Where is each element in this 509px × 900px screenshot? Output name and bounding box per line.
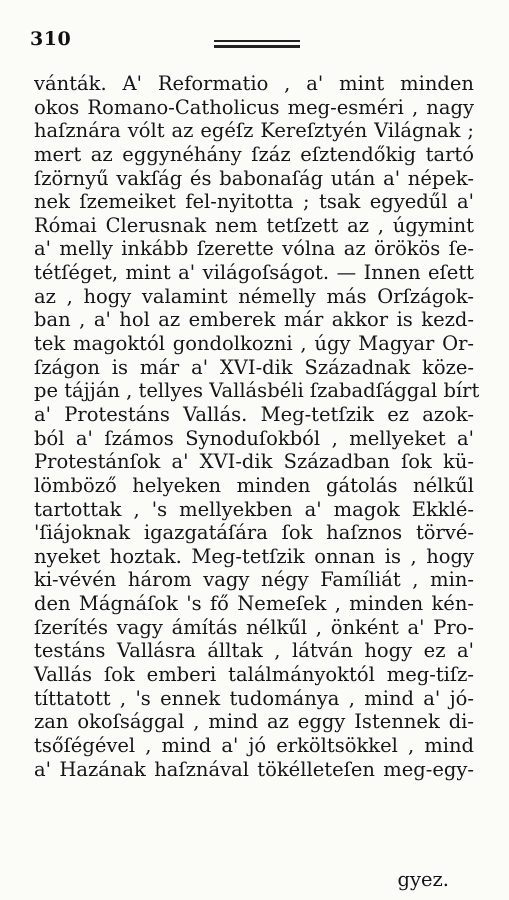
text-line: tétſéget, mint a' világoſságot. — Innen eſett	[34, 261, 474, 285]
text-line: a' Protestáns Vallás. Meg-tetſzik ez azok-	[34, 402, 474, 426]
text-line: a' melly inkább ſzerette vólna az örökös ſe-	[34, 237, 474, 261]
text-line: vánták. A' Reformatio , a' mint minden	[34, 72, 474, 95]
catchword: gyez.	[397, 868, 449, 891]
text-line: ſzörnyű vakſág és babonaſág után a' népek-	[34, 166, 474, 190]
text-line: Protestánſok a' XVI-dik Században ſok kü-	[34, 450, 474, 474]
text-line: tek magoktól gondolkozni , úgy Magyar Or-	[34, 332, 474, 356]
text-line: tartottak , 's mellyekben a' magok Ekklé-	[34, 497, 474, 521]
text-line: ſzerítés vagy ámítás nélkűl , önként a' Pro-	[34, 615, 474, 639]
text-line: lömböző helyeken minden gátolás nélkűl	[34, 473, 474, 497]
text-line: pe tájján , tellyes Vallásbéli ſzabadſággal bírt	[34, 379, 480, 403]
text-line: Vallás ſok emberi találmányoktól meg-tiſz-	[34, 663, 474, 687]
text-line: títtatott , 's ennek tudománya , mind a' jó-	[34, 686, 474, 710]
text-line: nyeket hoztak. Meg-tetſzik onnan is , hogy	[34, 544, 474, 568]
text-line: Római Clerusnak nem tetſzett az , úgymint	[34, 213, 474, 237]
body-text	[34, 72, 480, 781]
text-line: zan okoſsággal , mind az eggy Istennek di-	[34, 710, 474, 734]
header-rule-ornament	[214, 40, 300, 48]
page-number: 310	[30, 28, 72, 50]
text-line: ból a' ſzámos Synoduſokból , mellyeket a'	[34, 426, 474, 450]
text-line: ban , a' hol az emberek már akkor is kezd-	[34, 308, 474, 332]
text-line: a' Hazának haſznával tökélleteſen meg-egy-	[34, 757, 474, 781]
text-line: okos Romano-Catholicus meg-esméri , nagy	[34, 95, 474, 119]
text-line: den Mágnáſok 's fő Nemeſek , minden kén-	[34, 592, 474, 616]
text-line: 'ſiájoknak igazgatáſára ſok haſznos törvé-	[34, 521, 474, 545]
text-line: nek ſzemeiket fel-nyitotta ; tsak egyedűl a'	[34, 190, 474, 214]
text-line: ki-vévén három vagy négy Famíliát , min-	[34, 568, 474, 592]
page-header	[30, 22, 470, 56]
text-line: tsőſégével , mind a' jó erköltsökkel , mind	[34, 733, 474, 757]
text-line: az , hogy valamint némelly más Orſzágok-	[34, 284, 474, 308]
text-line: haſznára vólt az egéſz Kereſztyén Világnak ;	[34, 119, 474, 143]
text-line: mert az eggynéhány ſzáz eſztendőkig tartó	[34, 142, 474, 166]
text-line: ſzágon is már a' XVI-dik Századnak köze-	[34, 355, 474, 379]
text-line: testáns Vallásra álltak , látván hogy ez a'	[34, 639, 474, 663]
